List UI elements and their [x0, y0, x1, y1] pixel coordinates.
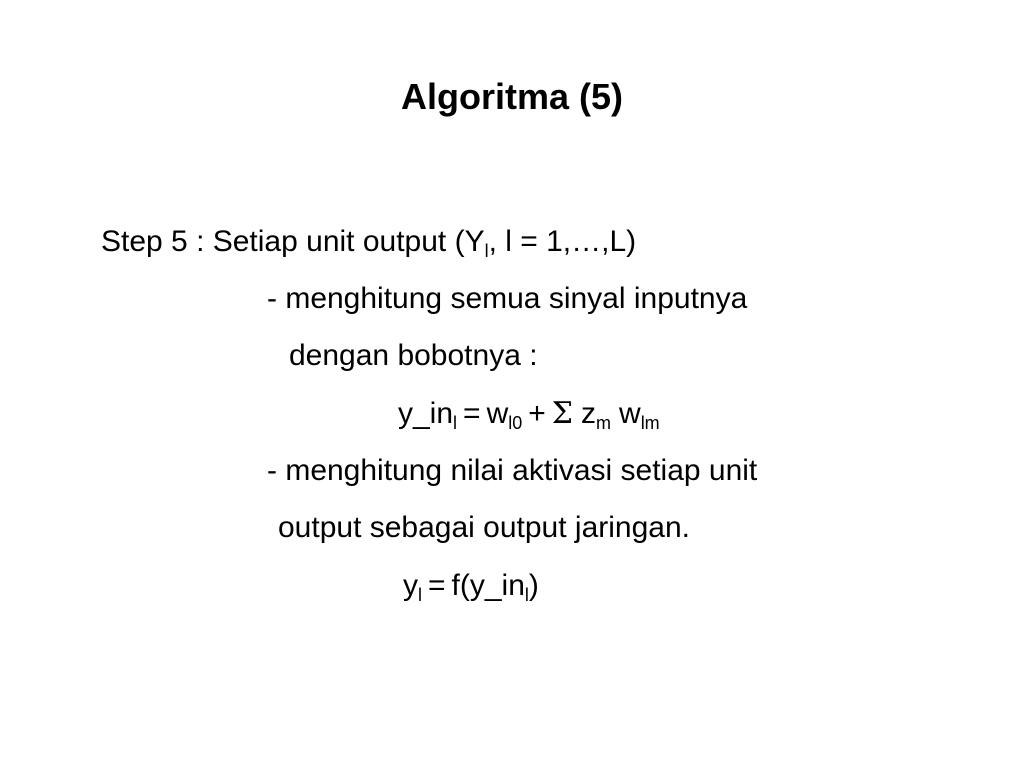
formula-y-lhs: y — [403, 569, 418, 602]
step-5-line — [101, 222, 636, 262]
formula-z-sub: m — [596, 413, 612, 433]
formula-2-rhs-close: ) — [528, 569, 539, 602]
slide-title: Algoritma (5) — [400, 76, 623, 117]
formula-y-lhs-sub: l — [418, 585, 422, 605]
formula-w2: w — [619, 397, 641, 430]
formula-y-in-lhs-sub: l — [453, 413, 458, 433]
bullet-1-line-2: dengan bobotnya : — [289, 339, 538, 372]
formula-w2-sub: lm — [640, 413, 660, 433]
formula-z: z — [581, 397, 597, 430]
bullet-2-line-1: - menghitung nilai aktivasi setiap unit — [267, 454, 758, 487]
step-text-suffix: , l = 1,…,L) — [488, 225, 637, 258]
formula-y-in-lhs: y_in — [398, 397, 454, 430]
formula-2-equals: = — [428, 569, 446, 602]
formula-plus: + — [528, 397, 546, 430]
formula-y-output — [403, 566, 539, 606]
step-text: Step 5 : Setiap unit output (Y — [101, 225, 485, 258]
bullet-1-line-1: - menghitung semua sinyal inputnya — [267, 282, 748, 315]
formula-w-sub: l0 — [508, 413, 523, 433]
formula-2-rhs: f(y_in — [451, 569, 525, 602]
step-subscript: l — [484, 241, 489, 261]
formula-2-rhs-sub: l — [524, 585, 529, 605]
bullet-2-line-2: output sebagai output jaringan. — [278, 511, 690, 544]
formula-equals: = — [463, 397, 481, 430]
formula-y-in — [398, 394, 660, 434]
formula-w: w — [486, 397, 509, 430]
sigma-symbol: Σ — [551, 396, 574, 431]
